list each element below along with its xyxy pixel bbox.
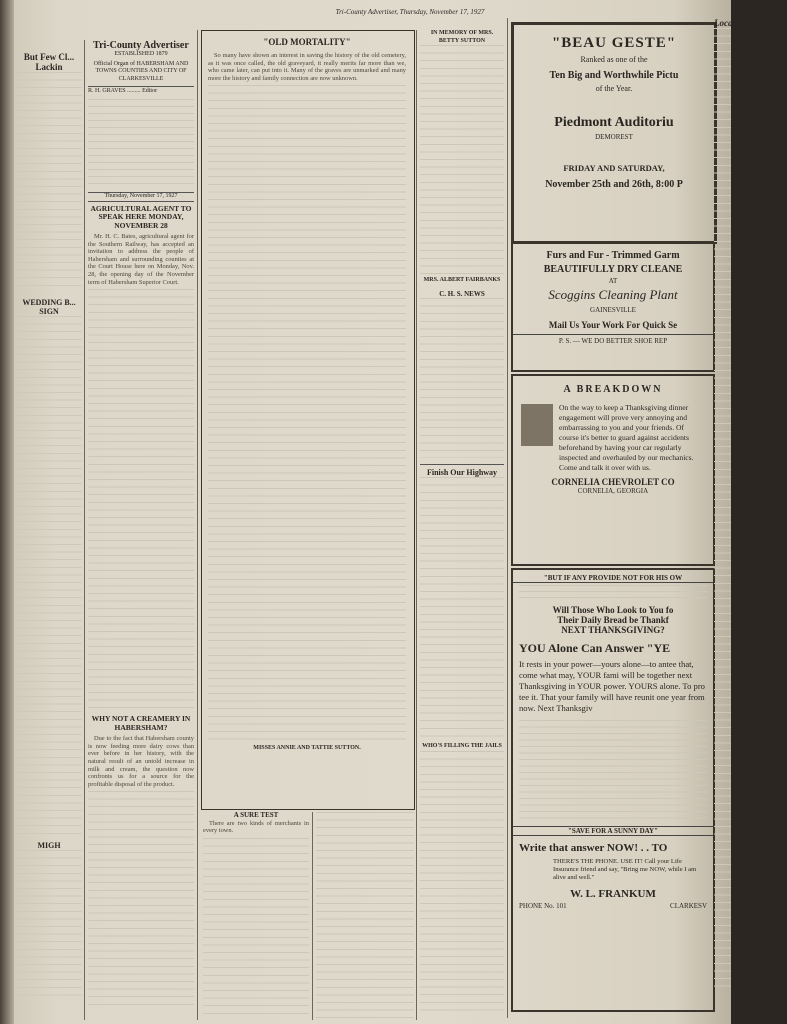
- col2-signature: MISSES ANNIE AND TATTIE SUTTON.: [253, 745, 361, 752]
- sure-test-article: [203, 812, 309, 1020]
- col1-paragraph-2: Due to the fact that Habersham county is now feeding more dairy cows than ever before in her history, with the natural result of an untold increase in milk and cream, the question now confronts us for a source for the profitable disposal of the product.: [88, 735, 194, 788]
- beau-dates: November 25th and 26th, 8:00 P: [545, 179, 683, 190]
- left-strip-body-2: [16, 316, 82, 836]
- ins-quote: "BUT IF ANY PROVIDE NOT FOR HIS OW: [513, 574, 713, 583]
- left-strip-column: [16, 52, 82, 1012]
- masthead-official: Official Organ of HABERSHAM AND TOWNS COUNTIES AND CITY OF CLARKESVILLE: [93, 60, 189, 82]
- binding-shadow: [0, 0, 14, 1024]
- beau-days: FRIDAY AND SATURDAY,: [563, 163, 665, 173]
- col3-headline-2: C. H. S. NEWS: [439, 289, 485, 298]
- column-news: [420, 30, 504, 1020]
- ins-save: "SAVE FOR A SUNNY DAY": [513, 826, 713, 836]
- ins-h3: NEXT THANKSGIVING?: [561, 625, 665, 635]
- running-header: Tri-County Advertiser, Thursday, November 17, 1927: [335, 8, 485, 16]
- masthead-title: Tri-County Advertiser: [93, 40, 189, 51]
- beau-title: "BEAU GESTE": [551, 35, 677, 51]
- ins-h1: Will Those Who Look to You fo: [552, 605, 674, 615]
- col1-headline-2: WHY NOT A CREAMERY IN HABERSHAM?: [91, 714, 191, 732]
- beau-line2: Ten Big and Worthwhile Pictu: [549, 70, 679, 81]
- col3-body-1: [420, 45, 504, 277]
- col1-headline-1: AGRICULTURAL AGENT TO SPEAK HERE MONDAY, NOVEMBER 28: [90, 203, 192, 230]
- breakdown-text: On the way to keep a Thanksgiving dinner engagement will prove very annoying and embarrassing to you and your friends. Of course it's better to guard against accidents beforehand by having your car regularly inspected and overhauled by our mechanics. Come and talk it over with us.: [559, 403, 694, 472]
- ins-columns: [519, 720, 707, 820]
- col3-headline-1: IN MEMORY OF MRS. BETTY SUTTON: [430, 30, 494, 44]
- furs-name: Scoggins Cleaning Plant: [548, 287, 678, 302]
- ins-h2: Their Daily Bread be Thankf: [557, 615, 669, 625]
- ins-footer: [519, 902, 707, 910]
- furs-at: AT: [608, 277, 618, 285]
- ins-write: Write that answer NOW! . . TO: [519, 842, 668, 854]
- col3-body-4: [420, 751, 504, 1011]
- masthead-editor: R. H. GRAVES ......... Editor: [88, 86, 194, 96]
- col2-headline-2: A SURE TEST: [233, 811, 279, 819]
- left-strip-headline-3: MIGH: [37, 841, 61, 850]
- left-strip-body-3: [16, 850, 82, 1000]
- old-mortality-box: [201, 30, 415, 810]
- col1-body-2: [88, 791, 194, 1011]
- col2-paragraph-2: There are two kinds of merchants in every town.: [203, 819, 309, 835]
- left-strip-headline-1: But Few Cl... Lackin: [23, 52, 75, 72]
- col3-headline-3: Finish Our Highway: [420, 464, 504, 477]
- beau-town: DEMOREST: [595, 133, 633, 141]
- col1-body-1: [88, 289, 194, 709]
- furs-town: GAINESVILLE: [590, 306, 636, 314]
- far-right-headline: Local and Personal: [714, 18, 787, 28]
- ins-agent: W. L. FRANKUM: [570, 888, 656, 900]
- furs-bottom: P. S. — WE DO BETTER SHOE REP: [513, 334, 713, 345]
- col1-paragraph-1: Mr. H. C. Bates, agricultural agent for the Southern Railway, has accepted an invitation to address the people of Habersham and surrounding counties at the Court House here on Monday, Nov. 28, the opening day of the November term of Habersham Superior Court.: [88, 233, 194, 286]
- masthead-terms: [88, 99, 194, 189]
- furs-title: Furs and Fur - Trimmed Garm: [546, 250, 680, 261]
- col2-paragraph-1: So many have shown an interest in saving the history of the old cemetery, as it was once called, the old graveyard, it really merits far more than we, who came later, can put into it. Many of the graves are unmarked and many more the history and family connection are now unknown.: [208, 52, 406, 82]
- furs-mail: Mail Us Your Work For Quick Se: [548, 320, 678, 330]
- masthead-established: ESTABLISHED 1879: [114, 51, 168, 57]
- ins-intro: [519, 585, 707, 603]
- old-mortality-text: [208, 37, 406, 807]
- sure-test-body: [203, 838, 309, 1018]
- breakdown-ad: [511, 374, 715, 566]
- breakdown-title: A BREAKDOWN: [563, 384, 663, 395]
- beau-place: Piedmont Auditoriu: [554, 115, 674, 130]
- ins-phone: PHONE No. 101: [519, 902, 567, 910]
- beau-line3: of the Year.: [595, 84, 633, 93]
- left-strip-body-1: [16, 72, 82, 292]
- breakdown-name: CORNELIA CHEVROLET CO: [551, 477, 675, 487]
- col3-headline-4: WHO'S FILLING THE JAILS: [422, 743, 502, 750]
- col3-body-3: [420, 477, 504, 737]
- beau-geste-ad: [511, 22, 717, 244]
- breakdown-town: CORNELIA, GEORGIA: [577, 487, 649, 495]
- far-right-body: [714, 28, 731, 988]
- masthead-date: Thursday, November 17, 1927: [88, 192, 194, 202]
- left-strip-headline-2: WEDDING B... SIGN: [22, 298, 76, 316]
- beau-line1: Ranked as one of the: [580, 55, 648, 64]
- ins-town: CLARKESV: [670, 902, 707, 910]
- far-right-strip: [714, 18, 787, 1020]
- col2-body: [208, 85, 406, 745]
- ins-phone-text: THERE'S THE PHONE. USE IT! Call your Life Insurance friend and say, "Bring me NOW, while I am alive and well.": [553, 858, 697, 881]
- column-editorial: [88, 40, 194, 1020]
- ins-big: YOU Alone Can Answer "YE: [519, 641, 671, 655]
- col2-headline-1: "OLD MORTALITY": [263, 37, 351, 47]
- furs-line1: BEAUTIFULLY DRY CLEANE: [543, 264, 683, 275]
- insurance-ad: [511, 568, 715, 1012]
- col3-body-2: [420, 298, 504, 458]
- furs-cleaning-ad: [511, 242, 715, 372]
- ins-body: It rests in your power—yours alone—to antee that, come what may, YOUR fami will be together next Thanksgiving in YOUR power. YOURS alone. To pro tee it. That your family will have reunit one year from now. Next Thanksgiv: [519, 659, 705, 713]
- col3-signature: MRS. ALBERT FAIRBANKS: [423, 277, 501, 284]
- sure-test-continued: [316, 812, 414, 1020]
- car-illustration: [521, 404, 553, 446]
